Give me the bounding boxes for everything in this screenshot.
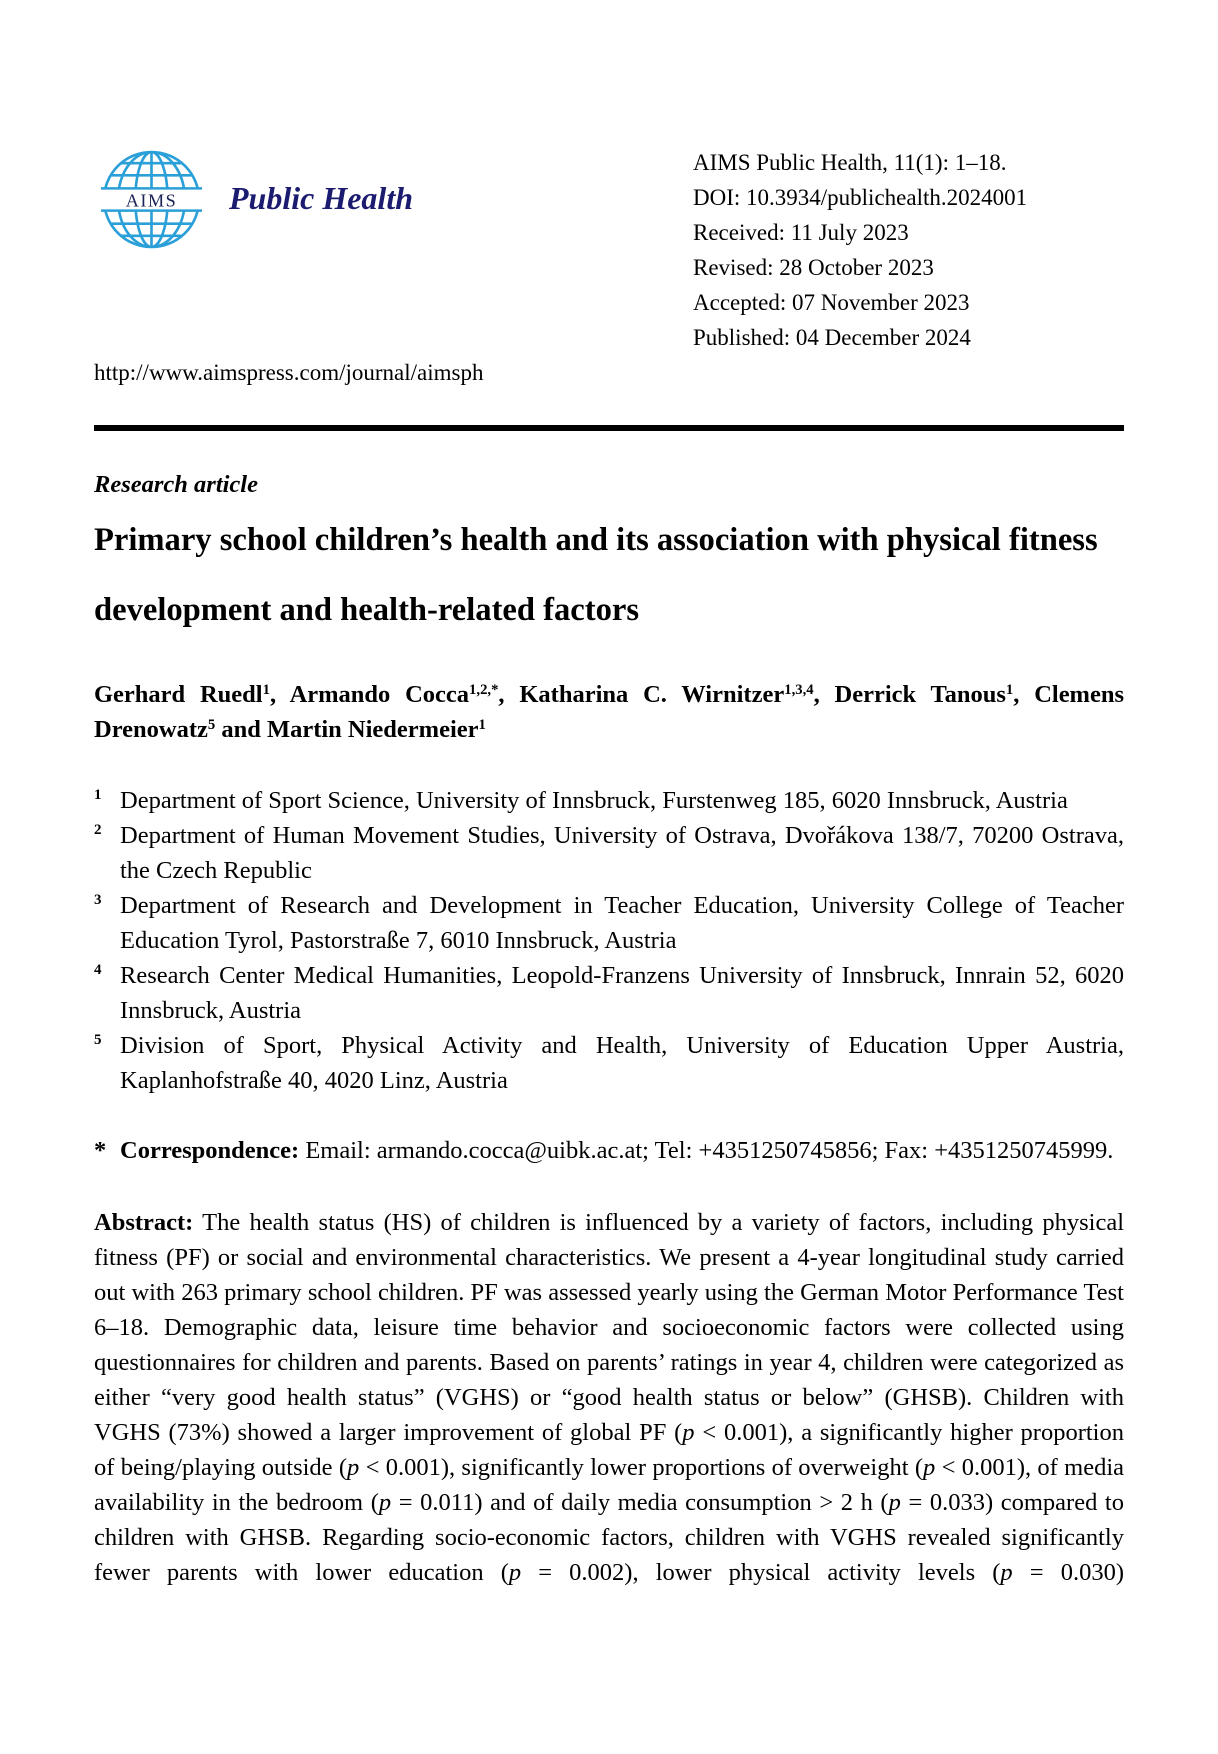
- author-affiliation-marker: 1,2,*: [469, 681, 499, 698]
- affiliation-text: Department of Human Movement Studies, University of Ostrava, Dvořákova 138/7, 70200 Ostrava, the Czech Republic: [120, 822, 1124, 884]
- abstract-text: < 0.001), a significantly higher proportion of being/playing outside (: [94, 1419, 1124, 1481]
- author-separator: and: [215, 716, 267, 743]
- p-value-symbol: p: [508, 1559, 522, 1586]
- correspondence-contact: Email: armando.cocca@uibk.ac.at; Tel: +4351250745856; Fax: +4351250745999.: [305, 1137, 1114, 1164]
- article-type: Research article: [94, 471, 258, 498]
- affiliation-list: [94, 783, 1124, 1098]
- abstract-text: = 0.002), lower physical activity levels (: [521, 1559, 1001, 1586]
- abstract: [94, 1205, 1124, 1590]
- affiliation-text: Division of Sport, Physical Activity and Health, University of Education Upper Austria, Kaplanhofstraße 40, 4020 Linz, Austria: [120, 1032, 1124, 1094]
- author-name: Katharina C. Wirnitzer: [519, 681, 785, 708]
- author-name: Gerhard Ruedl: [94, 681, 263, 708]
- affiliation-item: [94, 888, 1124, 958]
- author-list: [94, 677, 1124, 747]
- abstract-text: < 0.001), of media availability in the bedroom (: [94, 1454, 1124, 1516]
- author-name: Martin Niedermeier: [266, 716, 479, 743]
- author-affiliation-marker: 1: [262, 681, 270, 698]
- affiliation-text: Department of Research and Development in Teacher Education, University College of Teacher Education Tyrol, Pastorstraße 7, 6010 Innsbruck, Austria: [120, 892, 1124, 954]
- author-name: Clemens Drenowatz: [94, 681, 1125, 743]
- affiliation-number: 1: [94, 787, 102, 803]
- p-value-symbol: p: [888, 1489, 901, 1516]
- abstract-label: Abstract:: [94, 1209, 194, 1236]
- author-affiliation-marker: 1: [478, 716, 486, 733]
- p-value-symbol: p: [347, 1454, 360, 1481]
- aims-globe-logo: [101, 149, 202, 250]
- abstract-text: = 0.033) compared to children with GHSB. Regarding socio-economic factors, children with VGHS revealed significantly fewer parents with lower education (: [94, 1489, 1124, 1586]
- author-affiliation-marker: 1,3,4: [784, 681, 814, 698]
- correspondence-body: [120, 1133, 1113, 1168]
- journal-name: Public Health: [229, 180, 413, 216]
- affiliation-text: Department of Sport Science, University of Innsbruck, Furstenweg 185, 6020 Innsbruck, Austria: [120, 787, 1068, 814]
- author-name: Armando Cocca: [289, 681, 470, 708]
- affiliation-number: 4: [94, 962, 102, 978]
- revised-date: Revised: 28 October 2023: [693, 255, 934, 280]
- author-name: Derrick Tanous: [834, 681, 1006, 708]
- affiliation-item: [94, 1028, 1124, 1098]
- publication-info: [693, 145, 1027, 355]
- author-affiliation-marker: 1: [1005, 681, 1014, 698]
- abstract-text: < 0.001), significantly lower proportions of overweight (: [359, 1454, 923, 1481]
- p-value-symbol: p: [682, 1419, 695, 1446]
- author-affiliation-marker: 5: [207, 716, 216, 733]
- author-separator: ,: [498, 681, 520, 708]
- abstract-text: = 0.011) and of daily media consumption > 2 h (: [391, 1489, 889, 1516]
- published-date: Published: 04 December 2024: [693, 325, 971, 350]
- author-separator: ,: [813, 681, 835, 708]
- globe-icon: [101, 149, 202, 250]
- affiliation-item: [94, 783, 1124, 818]
- affiliation-item: [94, 958, 1124, 1028]
- logo-text: AIMS: [125, 190, 178, 211]
- journal-url-link[interactable]: http://www.aimspress.com/journal/aimsph: [94, 360, 484, 385]
- received-date: Received: 11 July 2023: [693, 220, 909, 245]
- author-separator: ,: [269, 681, 290, 708]
- citation: AIMS Public Health, 11(1): 1–18.: [693, 150, 1007, 175]
- accepted-date: Accepted: 07 November 2023: [693, 290, 970, 315]
- affiliation-number: 2: [94, 822, 102, 838]
- p-value-symbol: p: [1000, 1559, 1013, 1586]
- abstract-text: The health status (HS) of children is influenced by a variety of factors, including physical fitness (PF) or social and environmental characteristics. We present a 4-year longitudinal study carried out with 263 primary school children. PF was assessed yearly using the German Motor Performance Test 6–18. Demographic data, leisure time behavior and socioeconomic factors were collected using questionnaires for children and parents. Based on parents’ ratings in year 4, children were categorized as either “very good health status” (VGHS) or “good health status or below” (GHSB). Children with VGHS (73%) showed a larger improvement of global PF (: [94, 1209, 1124, 1446]
- article-title: Primary school children’s health and its association with physical fitness development and health-related factors: [94, 522, 1098, 628]
- affiliation-number: 5: [94, 1032, 102, 1048]
- correspondence-marker: *: [94, 1137, 107, 1164]
- affiliation-number: 3: [94, 892, 102, 908]
- p-value-symbol: p: [923, 1454, 936, 1481]
- correspondence-label: Correspondence:: [120, 1137, 300, 1164]
- correspondence: [94, 1133, 1124, 1168]
- affiliation-item: [94, 818, 1124, 888]
- affiliation-text: Research Center Medical Humanities, Leopold-Franzens University of Innsbruck, Innrain 52, 6020 Innsbruck, Austria: [120, 962, 1124, 1024]
- header-divider: [94, 425, 1124, 431]
- abstract-text: = 0.030): [1012, 1559, 1125, 1586]
- p-value-symbol: p: [378, 1489, 392, 1516]
- doi: DOI: 10.3934/publichealth.2024001: [693, 185, 1028, 210]
- author-separator: ,: [1013, 681, 1035, 708]
